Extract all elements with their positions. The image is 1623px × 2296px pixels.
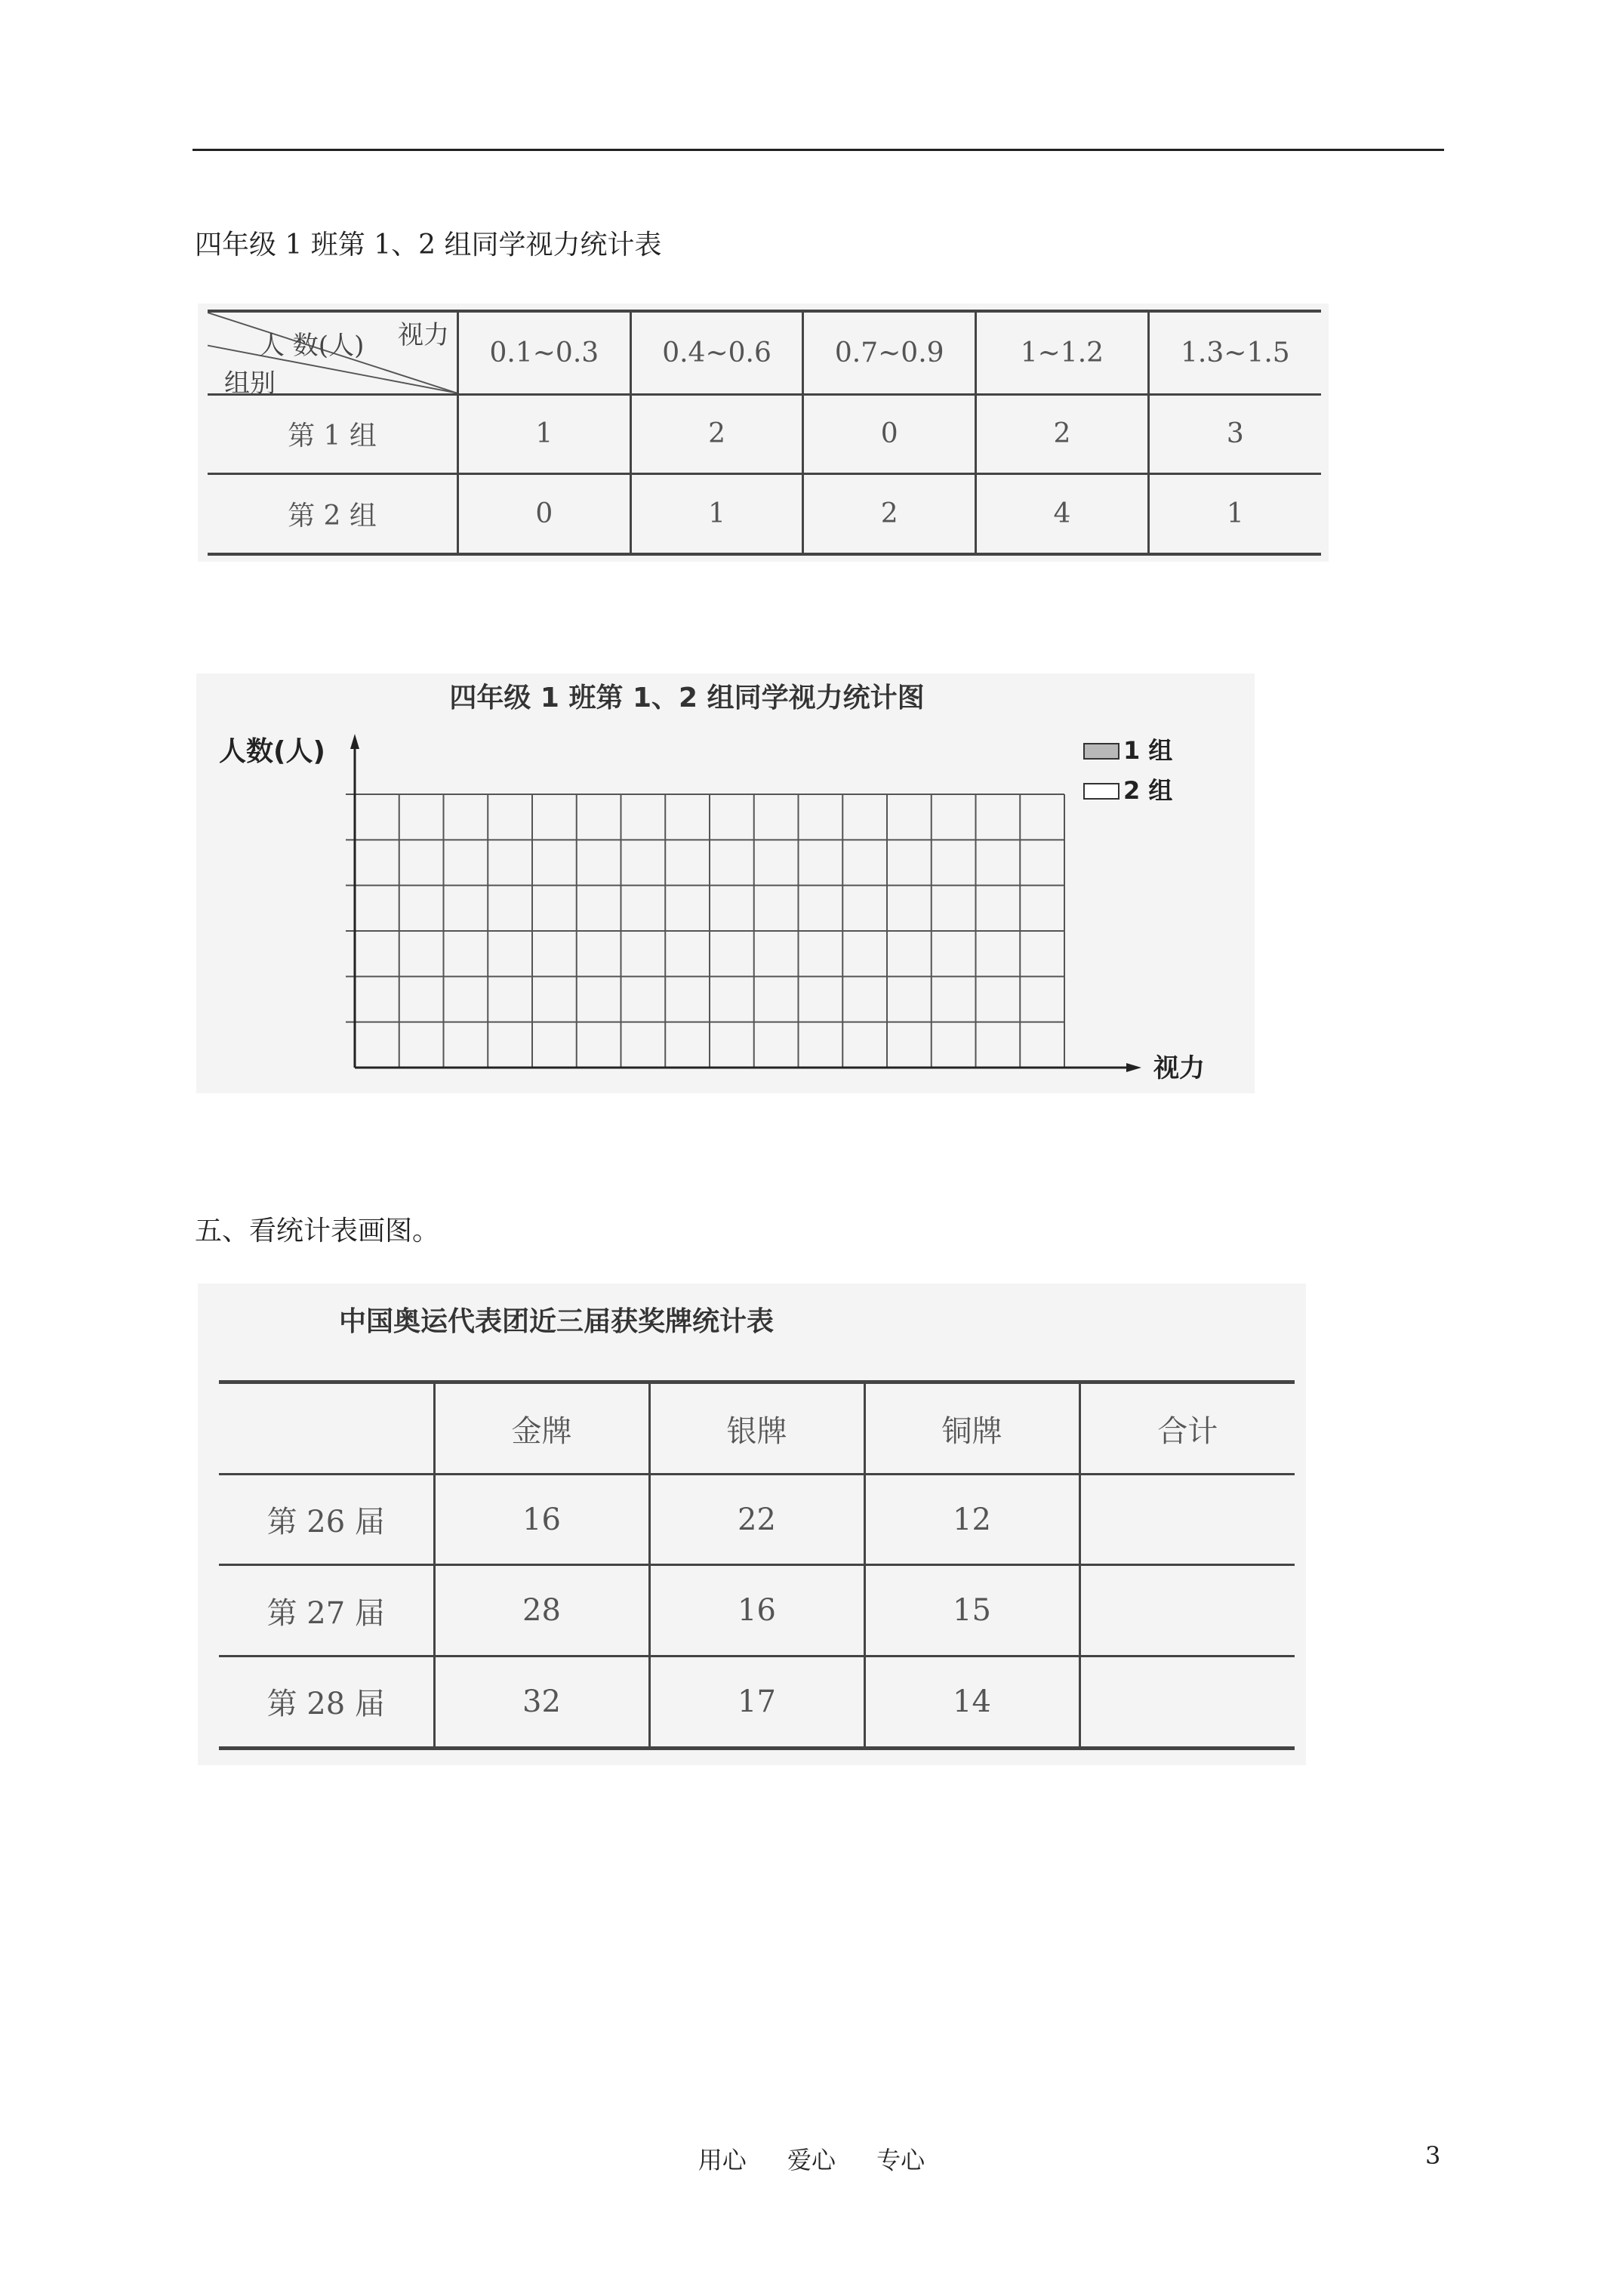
table-cell: 2 — [630, 394, 803, 474]
vision-table — [208, 310, 1321, 556]
chart-grid — [346, 794, 1064, 1068]
corner-label-count: 人 数(人) — [259, 331, 365, 361]
table-row — [219, 1656, 1295, 1748]
header-cell-empty — [219, 1382, 434, 1475]
table-cell — [1079, 1656, 1295, 1748]
header-rule — [192, 149, 1444, 151]
table-cell: 17 — [649, 1656, 864, 1748]
page-number: 3 — [1425, 2141, 1441, 2170]
medal-table — [219, 1380, 1295, 1750]
medal-table-image — [198, 1284, 1306, 1765]
table-cell — [1079, 1475, 1295, 1565]
header-cell-total: 合计 — [1079, 1382, 1295, 1475]
x-axis-arrow — [1126, 1063, 1141, 1072]
vision-range-header: 1.3~1.5 — [1148, 311, 1321, 394]
x-axis-label: 视力 — [1153, 1053, 1205, 1083]
table-cell: 1 — [1148, 474, 1321, 555]
corner-label-vision: 视力 — [398, 320, 449, 350]
table-cell: 14 — [864, 1656, 1079, 1748]
row-label: 第 1 组 — [208, 394, 458, 474]
header-cell-silver: 银牌 — [649, 1382, 864, 1475]
table-row — [219, 1565, 1295, 1656]
row-label: 第 27 届 — [219, 1565, 434, 1656]
table-cell: 0 — [458, 474, 631, 555]
y-axis-arrow — [350, 734, 359, 749]
section-heading: 五、看统计表画图。 — [195, 1216, 440, 1247]
vision-table-caption: 四年级 1 班第 1、2 组同学视力统计表 — [195, 230, 662, 260]
vision-range-header: 0.1~0.3 — [458, 311, 631, 394]
footer-item: 用心 — [698, 2146, 747, 2174]
medal-table-header-row — [219, 1382, 1295, 1475]
table-cell: 28 — [434, 1565, 649, 1656]
vision-table-header-row — [208, 311, 1321, 394]
table-row — [208, 474, 1321, 555]
row-label: 第 2 组 — [208, 474, 458, 555]
page-footer — [0, 2141, 1623, 2176]
vision-range-header: 1~1.2 — [976, 311, 1149, 394]
table-cell: 0 — [803, 394, 976, 474]
vision-range-header: 0.4~0.6 — [630, 311, 803, 394]
table-cell — [1079, 1565, 1295, 1656]
header-cell-gold: 金牌 — [434, 1382, 649, 1475]
vision-chart-image — [196, 673, 1255, 1093]
table-cell: 16 — [434, 1475, 649, 1565]
chart-title: 四年级 1 班第 1、2 组同学视力统计图 — [449, 683, 925, 713]
table-cell: 22 — [649, 1475, 864, 1565]
table-cell: 15 — [864, 1565, 1079, 1656]
y-axis-label: 人数(人) — [219, 736, 325, 767]
table-cell: 12 — [864, 1475, 1079, 1565]
vision-chart — [196, 673, 1255, 1093]
legend-label-group-2: 2 组 — [1123, 776, 1173, 805]
corner-label-group: 组别 — [224, 368, 276, 399]
diagonal-header-cell — [208, 311, 458, 399]
footer-item: 爱心 — [787, 2146, 836, 2174]
legend-swatch-group-2 — [1084, 784, 1119, 799]
table-cell: 1 — [458, 394, 631, 474]
footer-item: 专心 — [876, 2146, 925, 2174]
table-row — [208, 394, 1321, 474]
row-label: 第 28 届 — [219, 1656, 434, 1748]
table-cell: 2 — [976, 394, 1149, 474]
table-cell: 1 — [630, 474, 803, 555]
table-cell: 32 — [434, 1656, 649, 1748]
table-cell: 3 — [1148, 394, 1321, 474]
table-row — [219, 1475, 1295, 1565]
row-label: 第 26 届 — [219, 1475, 434, 1565]
medal-table-title: 中国奥运代表团近三届获奖牌统计表 — [338, 1306, 774, 1337]
header-cell-bronze: 铜牌 — [864, 1382, 1079, 1475]
table-cell: 4 — [976, 474, 1149, 555]
legend-swatch-group-1 — [1084, 744, 1119, 759]
legend-label-group-1: 1 组 — [1123, 736, 1173, 765]
table-cell: 2 — [803, 474, 976, 555]
table-cell: 16 — [649, 1565, 864, 1656]
vision-range-header: 0.7~0.9 — [803, 311, 976, 394]
